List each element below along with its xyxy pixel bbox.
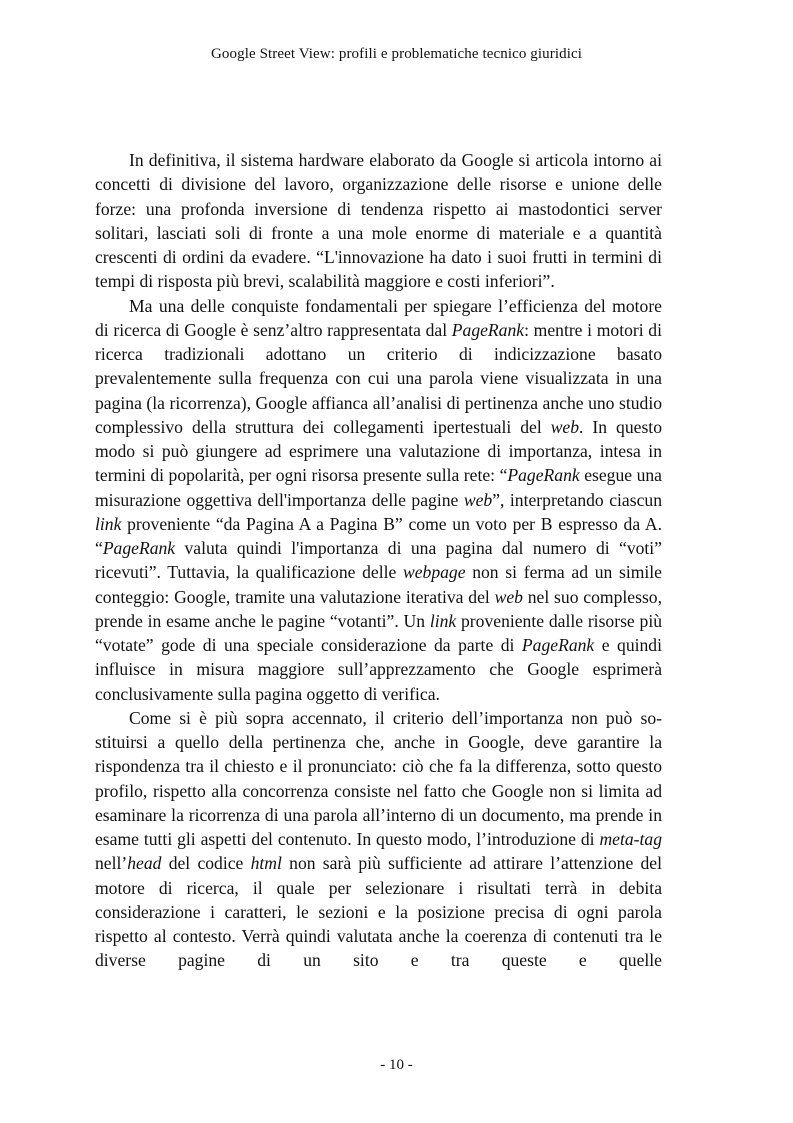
italic-term: PageRank [451,319,525,340]
text-span: . In questo modo si può giungere ad esprimere una valutazione di importanza, intesa in termini di popolarità, per ogni risorsa presente sulla rete: “ [95,416,662,486]
paragraph-relevance [95,706,662,973]
text-span: : mentre i motori di ricerca tradizionali adottano un criterio di indicizzazione basato prevalentemente sulla frequenza con cui una parola viene visualizzata in una pagina (la ricorrenza), Google affianca all’analisi di pertinenza anche uno studio complessivo della struttura dei collegamenti ipertestuali del [95,319,662,437]
italic-term: meta-tag [599,829,662,849]
text-span: Ma una delle conquiste fondamentali per spiegare l’efficienza del motore di ricerca di Google è senz’altro rappresentata dal [95,295,662,340]
italic-term: web [550,416,580,437]
italic-term: PageRank [521,635,595,655]
italic-term: webpage [402,562,466,583]
text-span: ”, interpretando ciascun [492,489,662,510]
text-span: non si ferma ad un simile conteggio: Google, tramite una valutazione iterativa del [95,562,662,607]
text-span: e quindi influisce in misura maggiore sull’apprezzamento che Google esprimerà conclusivamente sulla pagina oggetto di verifica. [95,635,662,704]
paragraph-pagerank [95,294,662,706]
text-span: In definitiva, il sistema hardware elaborato da Google si articola intorno ai concetti di divisione del lavoro, organizzazione delle risorse e unione delle forze: una profonda inversione di tendenza rispetto ai mastodontici server solitari, lasciati soli di fronte a una mole enorme di materiale e a quantità crescenti di ordini da evadere. “L'innovazione ha dato i suoi frutti in termini di tempi di risposta più brevi, scalabilità maggiore e costi inferiori”. [95,150,662,292]
text-span: valuta quindi l'importanza di una pagina dal numero di “voti” ricevuti”. Tuttavia, la qualificazione delle [95,538,662,583]
text-span: Come si è più sopra accennato, il criterio dell’importanza non può sostituirsi a quello della pertinenza che, anche in Google, deve garantire la rispondenza tra il chiesto e il pronunciato: ciò che fa la differenza, sotto questo profilo, rispetto alla concorrenza consiste nel fatto che Google non si limita ad esaminare la ricorrenza di una parola all’interno di un documento, ma prende in esame tutti gli aspetti del contenuto. In questo modo, l’introduzione di [95,707,662,849]
italic-term: web [494,586,523,607]
body-text [95,148,662,973]
text-span: proveniente “da Pagina A a Pagina B” come un voto per B espresso da A. “ [95,513,662,558]
page-number: - 10 - [380,1057,413,1073]
text-span: proveniente dalle risorse più “votate” gode di una speciale considerazione da parte di [95,610,662,655]
text-span: nell’ [95,853,128,874]
text-span: esegue una misurazione oggettiva dell'importanza delle pagine [95,465,662,510]
italic-term: link [429,610,457,631]
running-header: Google Street View: profili e problematiche tecnico giuridici [210,46,583,62]
italic-term: PageRank [507,465,580,486]
text-span: non sarà più sufficiente ad attirare l’attenzione del motore di ricerca, il quale per selezionare i risultati terrà in debita considerazione i caratteri, le sezioni e la posizione precisa di ogni parola rispetto al contesto. Verrà quindi valutata anche la coerenza di contenuti tra le diverse pagine di un sito e tra queste e quelle [95,853,662,971]
italic-term: web [463,489,493,510]
italic-term: html [250,853,282,874]
italic-term: PageRank [102,538,176,558]
text-span: nel suo complesso, prende in esame anche le pagine “votanti”. Un [95,586,662,631]
text-span: del codice [161,853,251,874]
italic-term: link [95,513,122,534]
italic-term: head [127,853,162,874]
paragraph-hardware-system [95,148,662,294]
